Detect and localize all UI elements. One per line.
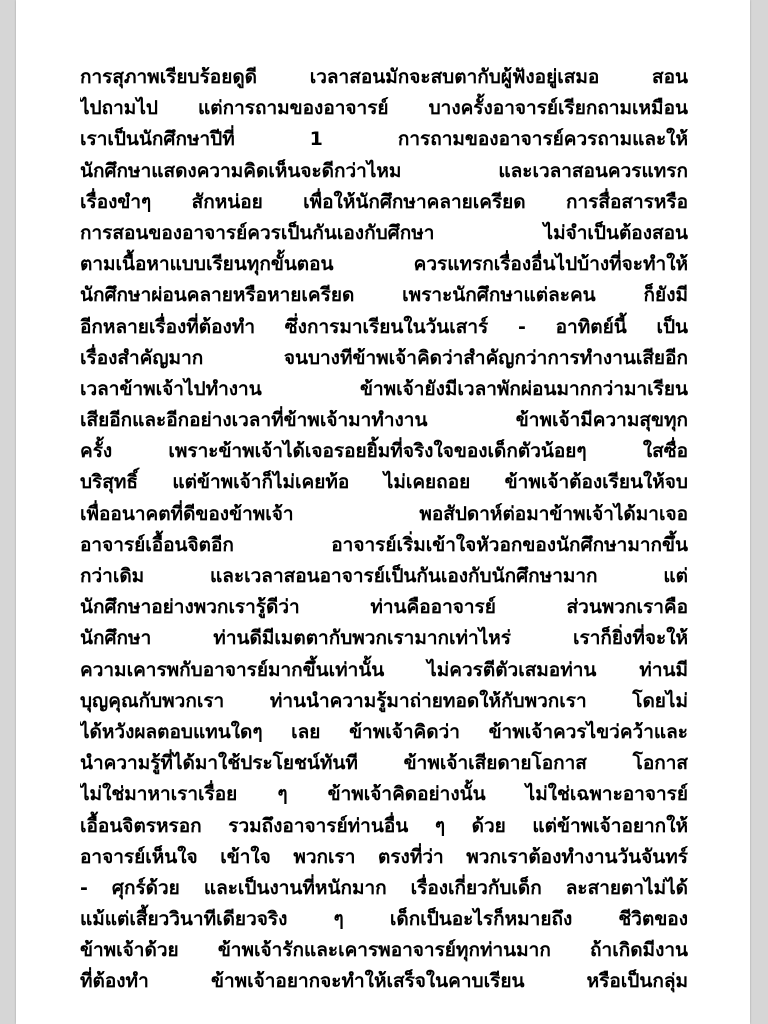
text-line: แม้แต่เสี้ยววินาทีเดียวจริง ๆ เด็กเป็นอะไรก็หมายถึง ชีวิตของ: [80, 908, 688, 931]
text-line: กว่าเดิม และเวลาสอนอาจารย์เป็นกันเองกับนักศึกษามาก แต่: [80, 565, 688, 587]
text-line: นักศึกษาอย่างพวกเรารู้ดีว่า ท่านคืออาจารย์ ส่วนพวกเราคือ: [80, 596, 688, 619]
text-line: เวลาข้าพเจ้าไปทำงาน ข้าพเจ้ายังมีเวลาพักผ่อนมากกว่ามาเรียน: [80, 377, 688, 400]
text-line: เสียอีกและอีกอย่างเวลาที่ข้าพเจ้ามาทำงาน ข้าพเจ้ามีความสุขทุก: [80, 409, 688, 432]
text-line: ได้หวังผลตอบแทนใดๆ เลย ข้าพเจ้าคิดว่า ข้าพเจ้าควรไขว่คว้าและ: [80, 720, 688, 743]
body-text: [80, 62, 688, 998]
text-line: ไปถามไป แต่การถามของอาจารย์ บางครั้งอาจารย์เรียกถามเหมือน: [80, 97, 688, 120]
document-page: [16, 0, 750, 1024]
text-line: ตามเนื้อหาแบบเรียนทุกขั้นตอน ควรแทรกเรื่องอื่นไปบ้างที่จะทำให้: [80, 253, 688, 276]
text-line: อีกหลายเรื่องที่ต้องทำ ซึ่งการมาเรียนในวันเสาร์ - อาทิตย์นี้ เป็น: [80, 315, 688, 338]
text-line: การสอนของอาจารย์ควรเป็นกันเองกับศึกษา ไม่จำเป็นต้องสอน: [80, 221, 688, 244]
text-line: เรื่องขำๆ สักหน่อย เพื่อให้นักศึกษาคลายเครียด การสื่อสารหรือ: [80, 190, 688, 213]
text-line: บุญคุณกับพวกเรา ท่านนำความรู้มาถ่ายทอดให้กับพวกเรา โดยไม่: [80, 689, 688, 712]
text-line: การสุภาพเรียบร้อยดูดี เวลาสอนมักจะสบตากับผู้ฟังอยู่เสมอ สอน: [80, 66, 688, 88]
text-line: นักศึกษา ท่านดีมีเมตตากับพวกเรามากเท่าไหร่ เราก็ยิ่งที่จะให้: [80, 627, 688, 650]
text-line: นักศึกษาแสดงความคิดเห็นจะดีกว่าไหม และเวลาสอนควรแทรก: [80, 159, 688, 182]
text-line: อาจารย์เอื้อนจิตอีก อาจารย์เริ่มเข้าใจหัวอกของนักศึกษามากขึ้น: [80, 533, 688, 556]
text-line: เราเป็นนักศึกษาปีที่ 1 การถามของอาจารย์ควรถามและให้: [80, 128, 688, 151]
text-line: เพื่ออนาคตที่ดีของข้าพเจ้า พอสัปดาห์ต่อมาข้าพเจ้าได้มาเจอ: [80, 502, 688, 525]
text-line: ไม่ใช่มาหาเราเรื่อย ๆ ข้าพเจ้าคิดอย่างนั้น ไม่ใช่เฉพาะอาจารย์: [80, 783, 688, 806]
text-line: เอื้อนจิตรหรอก รวมถึงอาจารย์ท่านอื่น ๆ ด้วย แต่ข้าพเจ้าอยากให้: [80, 814, 688, 837]
text-line: ที่ต้องทำ ข้าพเจ้าอยากจะทำให้เสร็จในคาบเรียน หรือเป็นกลุ่ม: [80, 970, 688, 993]
text-line: ข้าพเจ้าด้วย ข้าพเจ้ารักและเคารพอาจารย์ทุกท่านมาก ถ้าเกิดมีงาน: [80, 939, 688, 962]
text-line: - ศุกร์ด้วย และเป็นงานที่หนักมาก เรื่องเกี่ยวกับเด็ก ละสายตาไม่ได้: [80, 876, 688, 899]
text-line: เรื่องสำคัญมาก จนบางทีข้าพเจ้าคิดว่าสำคัญกว่าการทำงานเสียอีก: [80, 346, 688, 369]
text-line: บริสุทธิ์ แต่ข้าพเจ้าก็ไม่เคยท้อ ไม่เคยถอย ข้าพเจ้าต้องเรียนให้จบ: [80, 471, 688, 494]
text-line: นักศึกษาผ่อนคลายหรือหายเครียด เพราะนักศึกษาแต่ละคน ก็ยังมี: [80, 284, 688, 307]
text-line: นำความรู้ที่ได้มาใช้ประโยชน์ทันที ข้าพเจ้าเสียดายโอกาส โอกาส: [80, 752, 688, 775]
text-line: อาจารย์เห็นใจ เข้าใจ พวกเรา ตรงที่ว่า พวกเราต้องทำงานวันจันทร์: [80, 845, 688, 868]
text-line: ความเคารพกับอาจารย์มากขึ้นเท่านั้น ไม่ควรตีตัวเสมอท่าน ท่านมี: [80, 658, 688, 681]
text-line: ครั้ง เพราะข้าพเจ้าได้เจอรอยยิ้มที่จริงใจของเด็กตัวน้อยๆ ใสซื่อ: [80, 440, 688, 463]
